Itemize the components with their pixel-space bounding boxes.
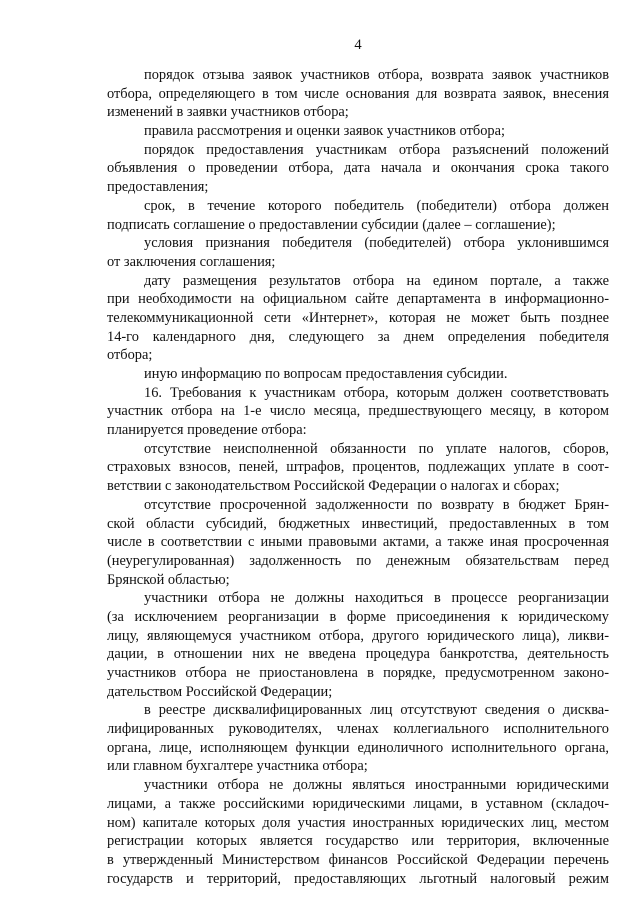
paragraph-line: лицами, а также российскими юридическими лицами, в уставном (складоч- [107,795,609,812]
paragraph [107,365,609,384]
paragraph [107,701,609,776]
paragraph-line: при необходимости на официальном сайте департамента в информационно- [107,291,609,308]
page-number: 4 [354,37,362,53]
paragraph-line: лицу, являющемуся участником отбора, другого юридического лица), ликви- [107,627,609,644]
paragraph [107,234,609,271]
paragraph-line: страховых взносов, пеней, штрафов, процентов, подлежащих уплате в соот- [107,459,609,476]
paragraph-line: Брянской областью; [107,571,230,588]
paragraph-line: телекоммуникационной сети «Интернет», которая не может быть позднее [107,309,609,326]
paragraph-line: ской области субсидий, бюджетных инвестиций, предоставленных в том [107,515,609,532]
paragraph-line: от заключения соглашения; [107,253,276,270]
paragraph [107,272,609,365]
paragraph-line: органа, лице, исполняющем функции единоличного исполнительного органа, [107,739,609,756]
paragraph-line: подписать соглашение о предоставлении субсидии (далее – соглашение); [107,216,556,233]
paragraph [107,440,609,496]
paragraph [107,122,609,141]
paragraph-line: 14-го календарного дня, следующего за днем определения победителя [107,328,609,345]
paragraph-line: дату размещения результатов отбора на едином портале, а также [144,272,609,289]
paragraph [107,197,609,234]
paragraph-line: государств и территорий, предоставляющих льготный налоговый режим [107,870,609,887]
paragraph-line: отсутствие неисполненной обязанности по уплате налогов, сборов, [144,440,609,457]
paragraph-line: планируется проведение отбора: [107,422,307,439]
paragraph-line: дательством Российской Федерации; [107,683,333,700]
paragraph-line: дации, в отношении них не введена процедура банкротства, деятельность [107,646,609,663]
paragraph [107,589,609,701]
paragraph-line: правила рассмотрения и оценки заявок участников отбора; [144,123,505,140]
paragraph [107,496,609,589]
paragraph-line: изменений в заявки участников отбора; [107,104,349,121]
paragraph-line: регистрации которых является государство или территория, включенные [107,833,609,850]
paragraph [107,384,609,440]
paragraph-line: участники отбора не должны находиться в процессе реорганизации [144,590,609,607]
paragraph-line: отбора, определяющего в том числе основания для возврата заявок, внесения [107,85,609,102]
paragraph-line: участников отбора не приостановлена в порядке, предусмотренном законо- [107,665,609,681]
paragraph-line: порядок предоставления участникам отбора разъяснений положений [144,141,609,158]
paragraph-line: (за исключением реорганизации в форме присоединения к юридическому [107,608,609,625]
paragraph-line: лифицированных руководителях, членах коллегиального исполнительного [107,721,609,738]
paragraph-line: участник отбора на 1-е число месяца, предшествующего месяцу, в котором [107,403,609,420]
paragraph-line: объявления о проведении отбора, дата начала и окончания срока такого [107,160,609,177]
paragraph-line: 16. Требования к участникам отбора, которым должен соответствовать [144,384,609,401]
paragraph-line: отбора; [107,347,153,364]
paragraph-line: ветствии с законодательством Российской Федерации о налогах и сборах; [107,478,560,495]
paragraph-line: числе в соответствии с иными правовыми актами, а также иная просроченная [107,534,609,551]
paragraph [107,66,609,122]
paragraph-line: иную информацию по вопросам предоставления субсидии. [144,366,508,382]
document-body [107,66,609,888]
paragraph-line: в утвержденный Министерством финансов Российской Федерации перечень [107,851,609,868]
paragraph-line: или главном бухгалтере участника отбора; [107,758,368,775]
paragraph-line: условия признания победителя (победителей) отбора уклонившимся [144,235,609,252]
paragraph-line: предоставления; [107,179,209,196]
paragraph-line: участники отбора не должны являться иностранными юридическими [144,777,609,794]
paragraph-line: в реестре дисквалифицированных лиц отсутствуют сведения о дисква- [144,702,609,719]
paragraph-line: срок, в течение которого победитель (победители) отбора должен [144,197,609,214]
paragraph [107,141,609,197]
paragraph-line: ном) капитале которых доля участия иностранных юридических лиц, местом [107,814,609,831]
paragraph-line: (неурегулированная) задолженность по денежным обязательствам перед [107,552,609,569]
paragraph-line: отсутствие просроченной задолженности по возврату в бюджет Брян- [144,496,609,513]
paragraph [107,776,609,888]
paragraph-line: порядок отзыва заявок участников отбора, возврата заявок участников [144,67,609,83]
